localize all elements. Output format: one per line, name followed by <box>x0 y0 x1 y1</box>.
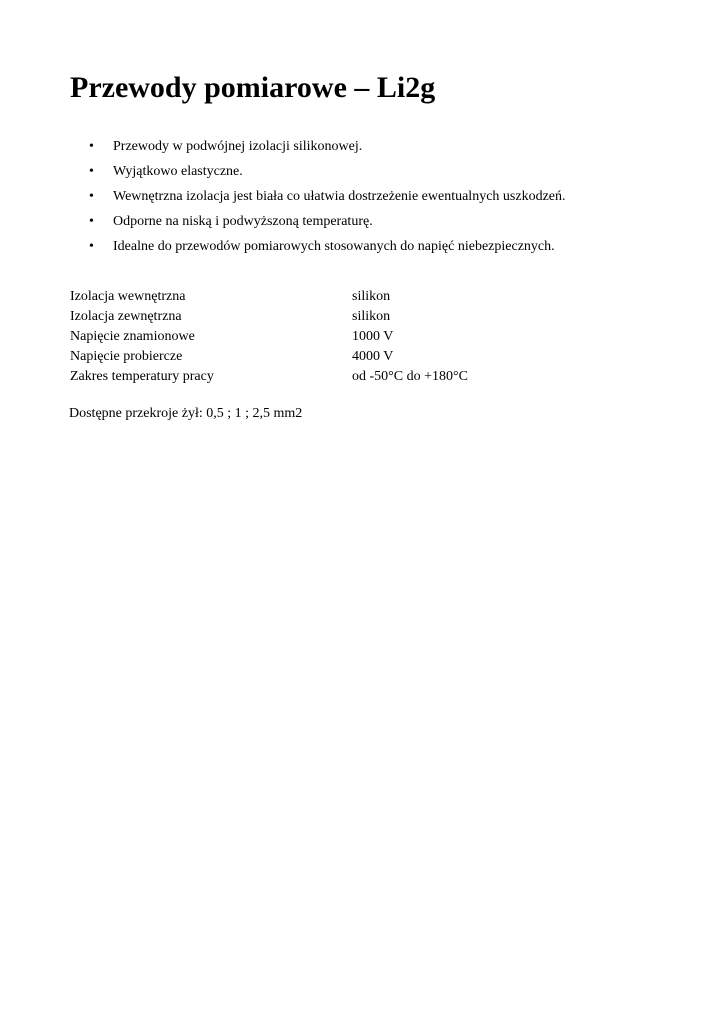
spec-label: Napięcie znamionowe <box>70 329 195 344</box>
spec-label: Napięcie probiercze <box>70 349 183 364</box>
table-row <box>70 287 468 307</box>
bullet-icon: • <box>89 189 94 204</box>
spec-value: od -50°C do +180°C <box>352 369 468 384</box>
spec-value: 4000 V <box>352 349 394 364</box>
bullet-icon: • <box>89 164 94 179</box>
bullet-icon: • <box>89 239 94 254</box>
feature-text: Przewody w podwójnej izolacji silikonowej. <box>113 139 363 154</box>
feature-text: Wewnętrzna izolacja jest biała co ułatwia dostrzeżenie ewentualnych uszkodzeń. <box>113 189 566 204</box>
spec-value: silikon <box>352 309 391 324</box>
page-title: Przewody pomiarowe – Li2g <box>70 71 436 104</box>
table-row <box>70 367 468 387</box>
bullet-icon: • <box>89 214 94 229</box>
table-row <box>70 307 468 327</box>
feature-text: Odporne na niską i podwyższoną temperaturę. <box>113 214 373 229</box>
spec-label: Izolacja wewnętrzna <box>70 289 186 304</box>
available-sizes-text: Dostępne przekroje żył: 0,5 ; 1 ; 2,5 mm2 <box>69 406 303 421</box>
feature-text: Idealne do przewodów pomiarowych stosowanych do napięć niebezpiecznych. <box>113 239 555 254</box>
table-row <box>70 347 468 367</box>
spec-label: Izolacja zewnętrzna <box>70 309 182 324</box>
spec-label: Zakres temperatury pracy <box>70 369 214 384</box>
spec-value: silikon <box>352 289 391 304</box>
spec-value: 1000 V <box>352 329 394 344</box>
bullet-icon: • <box>89 139 94 154</box>
table-row <box>70 327 468 347</box>
feature-text: Wyjątkowo elastyczne. <box>113 164 243 179</box>
specifications-table <box>70 287 468 387</box>
